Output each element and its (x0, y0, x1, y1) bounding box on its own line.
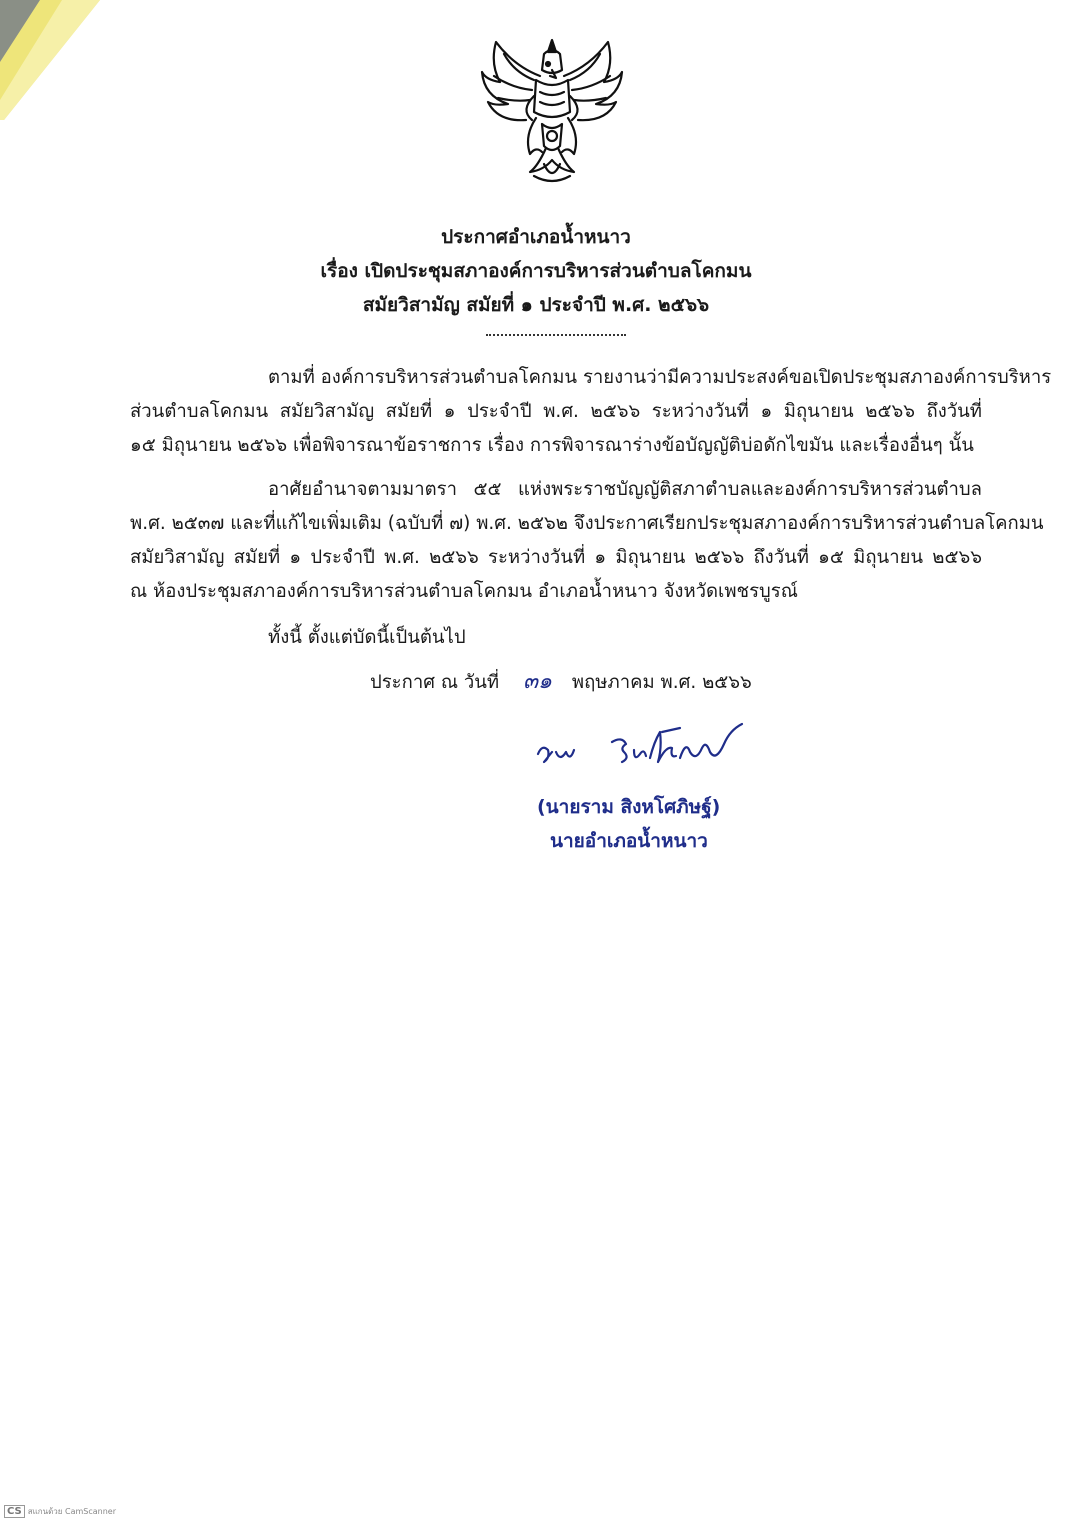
handwritten-signature (530, 718, 760, 778)
dotted-divider (486, 334, 626, 336)
garuda-emblem-icon (474, 36, 630, 186)
scanner-watermark (4, 1505, 116, 1518)
camscanner-badge-icon: CS (4, 1505, 25, 1518)
paragraph1-line1: ตามที่ องค์การบริหารส่วนตำบลโคกมน รายงานว่ามีความประสงค์ขอเปิดประชุมสภาองค์การบริหาร (268, 367, 1052, 388)
paragraph1-line2: ส่วนตำบลโคกมน สมัยวิสามัญ สมัยที่ ๑ ประจำปี พ.ศ. ๒๕๖๖ ระหว่างวันที่ ๑ มิถุนายน ๒๕๖๖ ถึงวันที่ (130, 401, 982, 422)
signatory-name: (นายราม สิงหโศภิษฐ์) (537, 796, 721, 818)
paragraph2-line4: ณ ห้องประชุมสภาองค์การบริหารส่วนตำบลโคกมน อำเภอน้ำหนาว จังหวัดเพชรบูรณ์ (130, 581, 798, 602)
paragraph2-line1: อาศัยอำนาจตามมาตรา ๕๕ แห่งพระราชบัญญัติสภาตำบลและองค์การบริหารส่วนตำบล (268, 479, 982, 500)
handwritten-day: ๓๑ (523, 669, 553, 694)
paragraph2-line2: พ.ศ. ๒๕๓๗ และที่แก้ไขเพิ่มเติม (ฉบับที่ ๗) พ.ศ. ๒๕๖๒ จึงประกาศเรียกประชุมสภาองค์การบริหารส่วนตำบลโคกมน (130, 513, 1044, 534)
effective-statement: ทั้งนี้ ตั้งแต่บัดนี้เป็นต้นไป (268, 627, 466, 648)
corner-fold (0, 0, 110, 120)
announcement-title: ประกาศอำเภอน้ำหนาว (441, 226, 631, 248)
announce-month-year: พฤษภาคม พ.ศ. ๒๕๖๖ (571, 672, 752, 693)
paragraph2-line3: สมัยวิสามัญ สมัยที่ ๑ ประจำปี พ.ศ. ๒๕๖๖ ระหว่างวันที่ ๑ มิถุนายน ๒๕๖๖ ถึงวันที่ ๑๕ มิถุนายน ๒๕๖๖ (130, 547, 982, 568)
announce-date-line (370, 670, 752, 695)
announce-prefix: ประกาศ ณ วันที่ (370, 672, 500, 693)
scanner-text: สแกนด้วย CamScanner (27, 1507, 117, 1516)
announcement-subject: เรื่อง เปิดประชุมสภาองค์การบริหารส่วนตำบลโคกมน (320, 260, 752, 282)
paragraph1-line3: ๑๕ มิถุนายน ๒๕๖๖ เพื่อพิจารณาข้อราชการ เรื่อง การพิจารณาร่างข้อบัญญัติบ่อดักไขมัน และเรื่องอื่นๆ นั้น (130, 435, 974, 456)
announcement-session: สมัยวิสามัญ สมัยที่ ๑ ประจำปี พ.ศ. ๒๕๖๖ (362, 294, 710, 316)
signatory-position: นายอำเภอน้ำหนาว (550, 830, 708, 852)
